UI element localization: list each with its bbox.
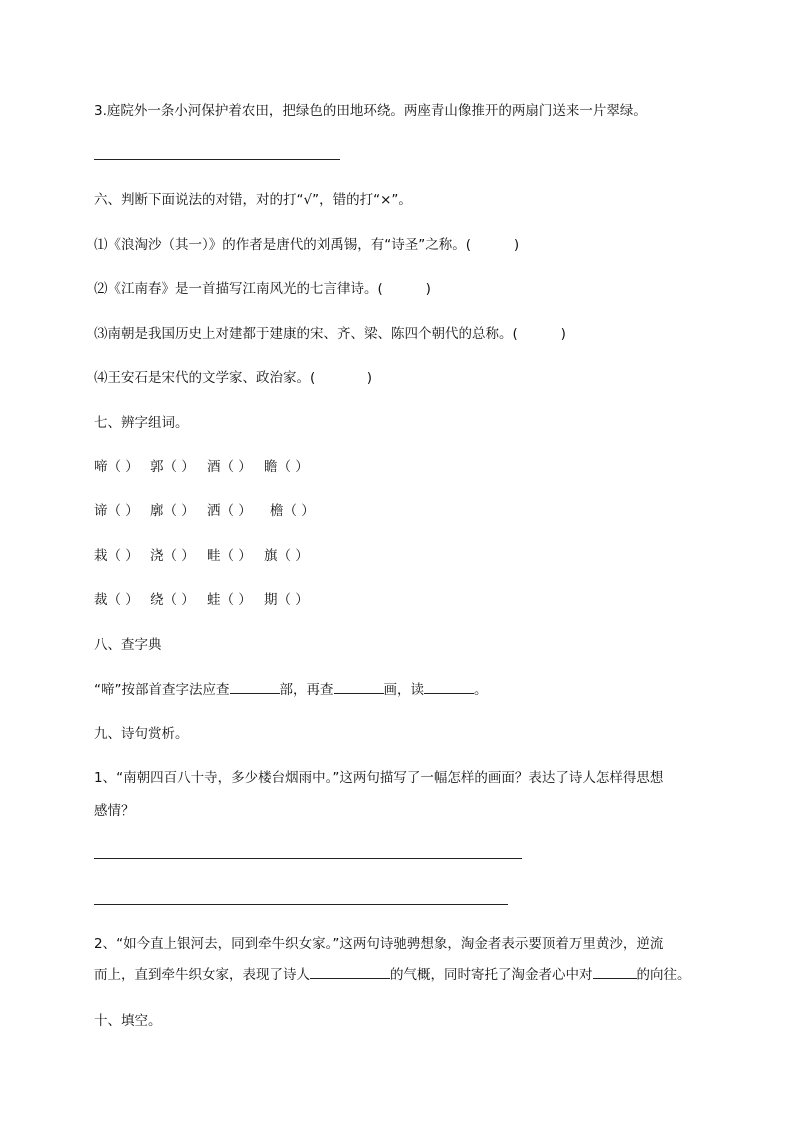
dictionary-text-2: 部，再查 [279,682,334,698]
poem-question-2-text-2: 的气概，同时寄托了淘金者心中对 [390,967,593,983]
judgement-answer-parens: ( ) [512,326,566,342]
poem-question-1-line-1: 1、“南朝四百八十寺，多少楼台烟雨中。”这两句描写了一幅怎样的画面？表达了诗人怎样得思想 [94,770,664,786]
word-item: 旗（ ） [264,548,309,564]
word-item: 洒（ ） [207,503,252,519]
judgement-item-3 [94,324,566,344]
dictionary-text-3: 画，读 [383,682,424,698]
poem-question-2-text-1: 而上，直到牵牛织女家，表现了诗人 [94,967,310,983]
word-item: 瞻（ ） [264,459,309,475]
dictionary-text-4: 。 [474,682,488,698]
judgement-text: ⑵《江南春》是一首描写江南风光的七言律诗。 [94,281,378,297]
answer-line [94,858,522,859]
judgement-answer-parens: ( ) [377,281,431,297]
section8-title: 八、查字典 [94,637,162,653]
word-item: 谛（ ） [94,503,139,519]
word-item: 啼（ ） [94,459,139,475]
poem-question-2-line-2 [94,964,691,985]
word-item: 郭（ ） [150,459,195,475]
word-item: 畦（ ） [207,548,252,564]
judgement-answer-parens: ( ) [310,370,373,386]
judgement-text: ⑷王安石是宋代的文学家、政治家。 [94,370,310,386]
word-item: 檐（ ） [270,503,315,519]
judgement-item-2 [94,279,431,299]
section9-title: 九、诗句赏析。 [94,726,189,742]
judgement-item-1 [94,235,519,255]
dictionary-question [94,679,488,700]
judgement-text: ⑶南朝是我国历史上对建都于建康的宋、齐、梁、陈四个朝代的总称。 [94,326,513,342]
word-item: 酒（ ） [207,459,252,475]
section10-title: 十、填空。 [94,1013,162,1029]
judgement-item-4 [94,368,372,388]
section5-item-3: 3.庭院外一条小河保护着农田，把绿色的田地环绕。两座青山像推开的两扇门送来一片翠绿。 [94,103,647,119]
answer-line [94,904,508,905]
word-item: 栽（ ） [94,548,139,564]
dictionary-text-1: “啼”按部首查字法应查 [94,682,230,698]
word-item: 浇（ ） [150,548,195,564]
word-item: 裁（ ） [94,592,139,608]
judgement-text: ⑴《浪淘沙（其一）》的作者是唐代的刘禹锡，有“诗圣”之称。 [94,237,466,253]
poem-question-2-line-1: 2、“如今直上银河去，同到牵牛织女家。”这两句诗驰骋想象，淘金者表示要顶着万里黄沙，逆流 [94,936,664,952]
radical-blank [230,679,280,694]
strokes-blank [334,679,384,694]
word-item: 廓（ ） [150,503,195,519]
section6-title: 六、判断下面说法的对错，对的打“√”，错的打“×”。 [94,192,412,208]
pronunciation-blank [424,679,474,694]
poem-question-1-line-2: 感情？ [94,803,135,819]
section7-title: 七、辨字组词。 [94,415,189,431]
judgement-answer-parens: ( ) [465,237,520,253]
spirit-blank [310,964,390,979]
word-item: 绕（ ） [150,592,195,608]
word-item: 蛙（ ） [207,592,252,608]
poem-question-2-text-3: 的向往。 [636,967,691,983]
word-item: 期（ ） [264,592,309,608]
longing-blank [593,964,637,979]
answer-line [94,159,340,160]
